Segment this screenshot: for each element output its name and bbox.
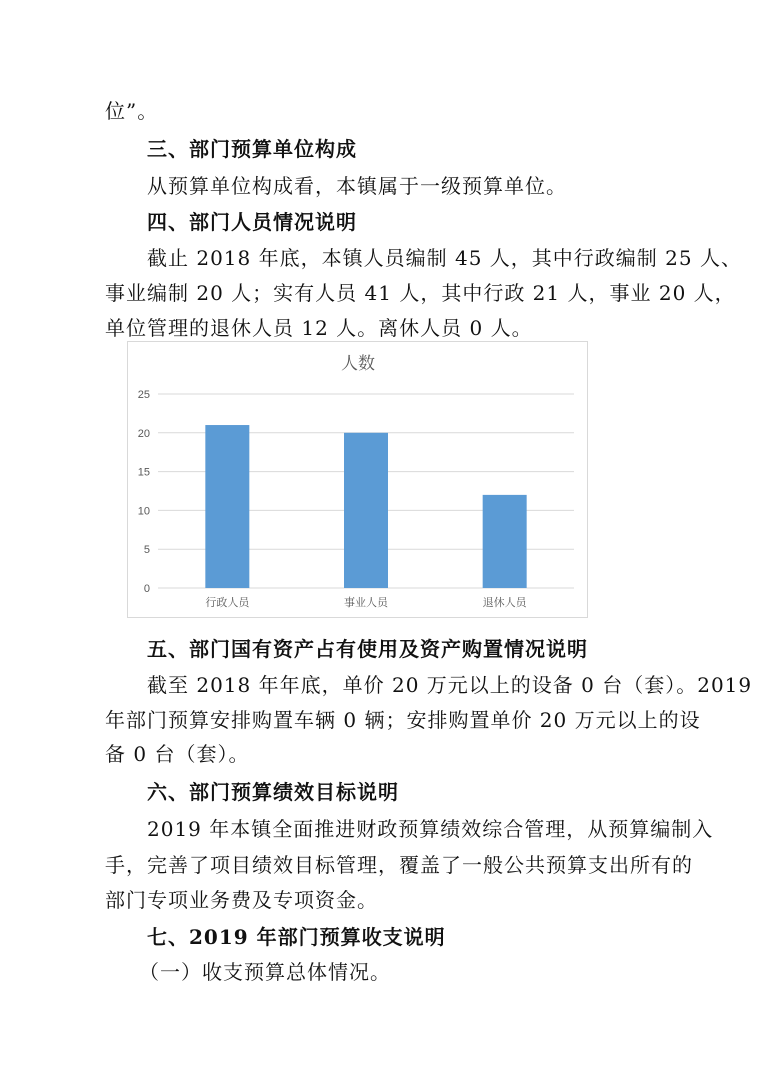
y-tick-label: 10 bbox=[137, 505, 150, 518]
para-5: 事业编制 20 人；实有人员 41 人，其中行政 21 人，事业 20 人， bbox=[105, 281, 736, 305]
x-tick-label: 行政人员 bbox=[205, 597, 250, 609]
bar-2 bbox=[483, 495, 527, 588]
y-tick-label: 0 bbox=[143, 583, 150, 595]
heading-section-5: 五、部门国有资产占有使用及资产购置情况说明 bbox=[147, 637, 588, 661]
x-tick-label: 事业人员 bbox=[344, 597, 388, 609]
y-tick-label: 25 bbox=[137, 389, 150, 401]
heading-section-3: 三、部门预算单位构成 bbox=[147, 137, 357, 161]
bar-1 bbox=[344, 433, 388, 588]
para-2: 从预算单位构成看，本镇属于一级预算单位。 bbox=[147, 174, 567, 198]
para-13: 手，完善了项目绩效目标管理，覆盖了一般公共预算支出所有的 bbox=[105, 853, 693, 877]
x-tick-label: 退休人员 bbox=[482, 597, 527, 609]
heading-section-7: 七、2019 年部门预算收支说明 bbox=[147, 925, 446, 949]
para-6: 单位管理的退休人员 12 人。离休人员 0 人。 bbox=[105, 316, 533, 340]
bar-0 bbox=[205, 425, 249, 588]
para-12: 2019 年本镇全面推进财政预算绩效综合管理，从预算编制入 bbox=[147, 817, 714, 841]
heading-section-4: 四、部门人员情况说明 bbox=[147, 210, 357, 234]
para-0: 位”。 bbox=[105, 99, 159, 123]
para-9: 年部门预算安排购置车辆 0 辆；安排购置单价 20 万元以上的设 bbox=[105, 708, 701, 732]
y-tick-label: 15 bbox=[137, 466, 150, 479]
heading-section-6: 六、部门预算绩效目标说明 bbox=[147, 780, 399, 804]
para-14: 部门专项业务费及专项资金。 bbox=[105, 888, 378, 912]
para-10: 备 0 台（套）。 bbox=[105, 742, 250, 766]
y-tick-label: 5 bbox=[143, 544, 150, 557]
chart-title: 人数 bbox=[341, 354, 375, 374]
chart-svg bbox=[128, 342, 589, 619]
para-8: 截至 2018 年年底，单价 20 万元以上的设备 0 台（套）。2019 bbox=[147, 673, 753, 697]
para-16: （一）收支预算总体情况。 bbox=[139, 960, 391, 984]
para-4: 截止 2018 年底，本镇人员编制 45 人，其中行政编制 25 人、 bbox=[147, 246, 742, 270]
headcount-chart bbox=[127, 341, 588, 618]
y-tick-label: 20 bbox=[137, 427, 150, 440]
